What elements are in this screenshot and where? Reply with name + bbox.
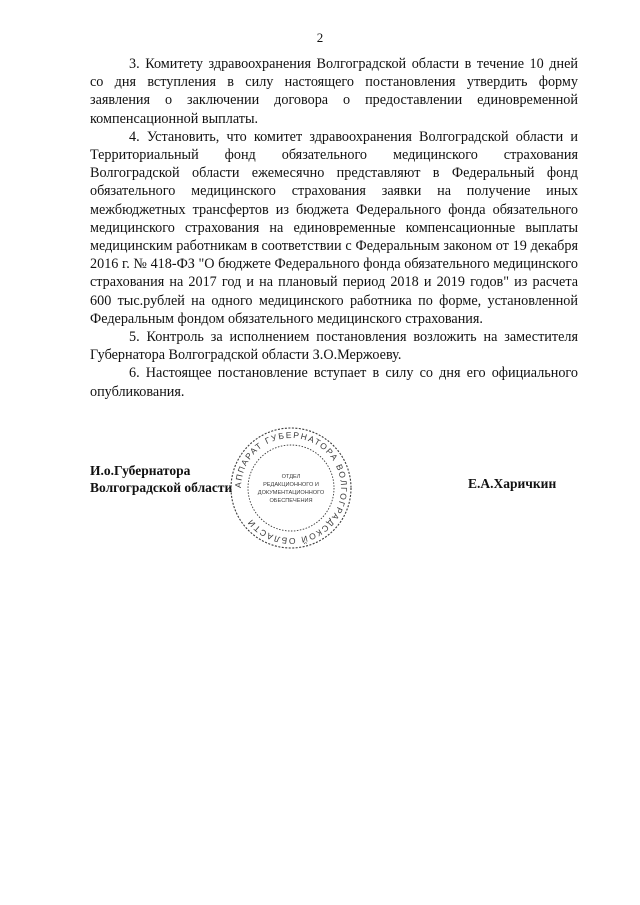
paragraph-5: 5. Контроль за исполнением постановления возложить на заместителя Губернатора Волгоградской области З.О.Мержоеву.: [90, 329, 578, 364]
signatory-position-line1: И.о.Губернатора: [90, 463, 191, 478]
seal-center-line-2: РЕДАКЦИОННОГО И: [263, 482, 319, 488]
seal-center-line-3: ДОКУМЕНТАЦИОННОГО: [257, 490, 325, 496]
seal-inner-ring: [248, 445, 334, 531]
signatory-position: [90, 462, 232, 496]
page-number: 2: [316, 30, 324, 45]
paragraph-4: 4. Установить, что комитет здравоохранения Волгоградской области и Территориальный фонд обязательного медицинского страхования Волгоградской области ежемесячно представляют в Федеральный фонд обязательного медицинского страхования заявки на получение иных межбюджетных трансфертов из бюджета Федерального фонда обязательного медицинского страхования на единовременные компенсационные выплаты медицинским работникам в соответствии с Федеральным законом от 19 декабря 2016 г. № 418-ФЗ "О бюджете Федерального фонда обязательного медицинского страхования на 2017 год и на плановый период 2018 и 2019 годов" из расчета 600 тыс.рублей на одного медицинского работника по форме, установленной Федеральным фондом обязательного медицинского страхования.: [90, 128, 578, 327]
seal-center-line-1: ОТДЕЛ: [281, 474, 301, 480]
paragraph-3: 3. Комитету здравоохранения Волгоградской области в течение 10 дней со дня вступления в силу настоящего постановления утвердить форму заявления о заключении договора о предоставлении единовременной компенсационной выплаты.: [90, 56, 578, 127]
document-body: [90, 55, 578, 401]
seal-ring-text: АППАРАТ ГУБЕРНАТОРА ВОЛГОГРАДСКОЙ ОБЛАСТИ: [232, 429, 350, 547]
seal-center-line-4: ОБЕСПЕЧЕНИЯ: [269, 498, 313, 504]
paragraph-6: 6. Настоящее постановление вступает в силу со дня его официального опубликования.: [90, 365, 578, 400]
seal-graphic: [229, 426, 353, 550]
seal-outer-ring: [231, 428, 351, 548]
signatory-name: Е.А.Харичкин: [468, 476, 557, 491]
official-seal-stamp: [229, 426, 353, 550]
signatory-position-line2: Волгоградской области: [90, 480, 233, 495]
